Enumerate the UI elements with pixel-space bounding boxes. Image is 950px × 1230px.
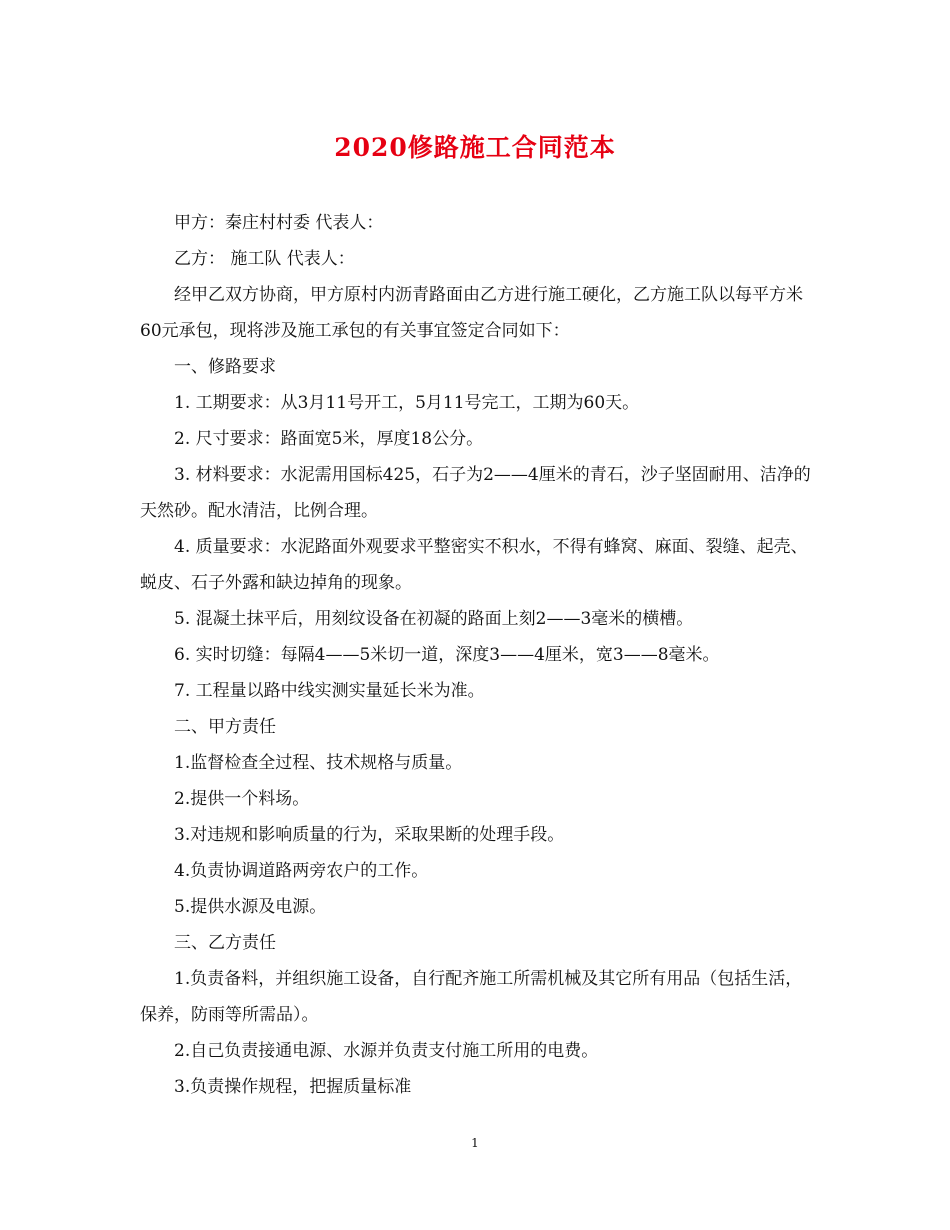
paragraph-item: 5.提供水源及电源。 bbox=[174, 897, 327, 917]
paragraph-item: 4. 质量要求：水泥路面外观要求平整密实不积水，不得有蜂窝、麻面、裂缝、起壳、蜕皮、石子外露和缺边掉角的现象。 bbox=[140, 537, 808, 593]
paragraph-item: 5. 混凝土抹平后，用刻纹设备在初凝的路面上刻2——3毫米的横槽。 bbox=[174, 609, 694, 629]
paragraph-item: 3.负责操作规程，把握质量标准 bbox=[174, 1077, 412, 1097]
document-title: 2020修路施工合同范本 bbox=[334, 133, 616, 162]
section-heading-road-requirements: 一、修路要求 bbox=[174, 357, 276, 377]
paragraph-item: 1.负责备料，并组织施工设备，自行配齐施工所需机械及其它所有用品（包括生活，保养，防雨等所需品）。 bbox=[140, 969, 803, 1025]
section-heading-party-a-duties: 二、甲方责任 bbox=[174, 717, 276, 737]
paragraph-item: 2.提供一个料场。 bbox=[174, 789, 310, 809]
document-body bbox=[140, 205, 812, 1105]
paragraph-item: 7. 工程量以路中线实测实量延长米为准。 bbox=[174, 681, 485, 701]
section-heading-party-b-duties: 三、乙方责任 bbox=[174, 933, 276, 953]
paragraph-party-a: 甲方：秦庄村村委 代表人： bbox=[174, 213, 384, 233]
paragraph-item: 2. 尺寸要求：路面宽5米，厚度18公分。 bbox=[174, 429, 484, 449]
paragraph-item: 1. 工期要求：从3月11号开工，5月11号完工，工期为60天。 bbox=[174, 393, 640, 413]
page-number: 1 bbox=[471, 1136, 479, 1150]
paragraph-item: 6. 实时切缝：每隔4——5米切一道，深度3——4厘米，宽3——8毫米。 bbox=[174, 645, 720, 665]
paragraph-item: 2.自己负责接通电源、水源并负责支付施工所用的电费。 bbox=[174, 1041, 599, 1061]
paragraph-item: 4.负责协调道路两旁农户的工作。 bbox=[174, 861, 429, 881]
paragraph-party-b: 乙方： 施工队 代表人： bbox=[174, 249, 355, 269]
paragraph-item: 3. 材料要求：水泥需用国标425，石子为2——4厘米的青石，沙子坚固耐用、洁净的天然砂。配水清洁，比例合理。 bbox=[140, 465, 811, 521]
paragraph-intro: 经甲乙双方协商，甲方原村内沥青路面由乙方进行施工硬化，乙方施工队以每平方米60元承包，现将涉及施工承包的有关事宜签定合同如下： bbox=[140, 285, 803, 341]
paragraph-item: 3.对违规和影响质量的行为，采取果断的处理手段。 bbox=[174, 825, 565, 845]
paragraph-item: 1.监督检查全过程、技术规格与质量。 bbox=[174, 753, 463, 773]
